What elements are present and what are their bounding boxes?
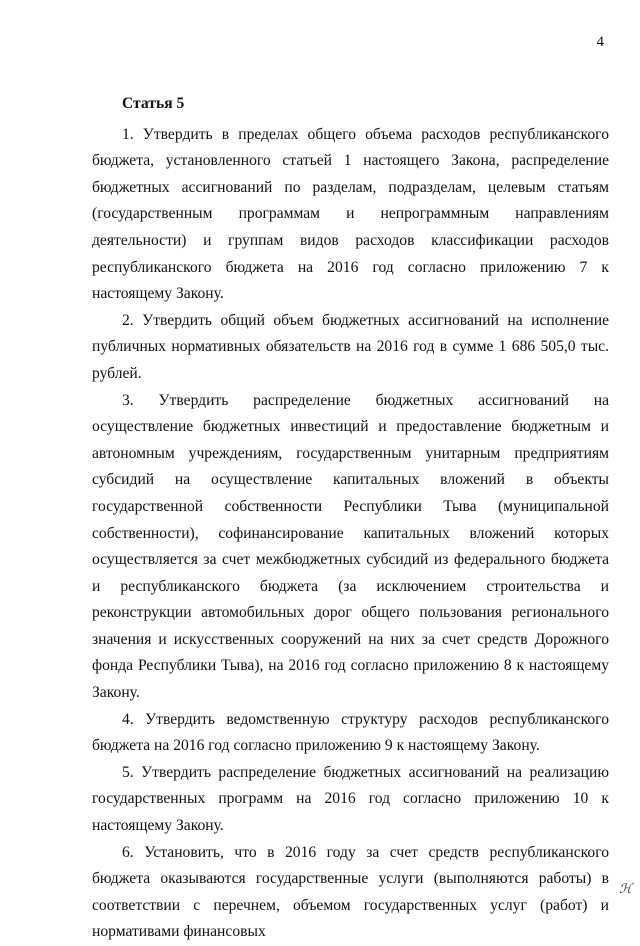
paragraph-2: 2. Утвердить общий объем бюджетных ассигнований на исполнение публичных нормативных обязательств на 2016 год в сумме 1 686 505,0 тыс. рублей.: [92, 311, 609, 382]
page-number: 4: [596, 34, 604, 50]
paragraph-1: 1. Утвердить в пределах общего объема расходов республиканского бюджета, установленного статьей 1 настоящего Закона, распределение бюджетных ассигнований по разделам, подразделам, целевым статьям (государственным программам и непрограммным направлениям деятельности) и группам видов расходов классификации расходов республиканского бюджета на 2016 год согласно приложению 7 к настоящему Закону.: [92, 125, 609, 303]
paragraph-4: 4. Утвердить ведомственную структуру расходов республиканского бюджета на 2016 год согласно приложению 9 к настоящему Закону.: [92, 710, 609, 755]
article-body: [92, 91, 609, 946]
article-heading: Статья 5: [122, 95, 185, 112]
paragraph-3: 3. Утвердить распределение бюджетных ассигнований на осуществление бюджетных инвестиций и предоставление бюджетным и автономным учреждениям, государственным унитарным предприятиям субсидий на осуществление капитальных вложений в объекты государственной собственности Республики Тыва (муниципальной собственности), софинансирование капитальных вложений которых осуществляется за счет межбюджетных субсидий из федерального бюджета и республиканского бюджета (за исключением строительства и реконструкции автомобильных дорог общего пользования регионального значения и искусственных сооружений на них за счет средств Дорожного фонда Республики Тыва), на 2016 год согласно приложению 8 к настоящему Закону.: [92, 391, 609, 702]
handwritten-mark: ℋ: [619, 881, 632, 896]
paragraph-6: 6. Установить, что в 2016 году за счет средств республиканского бюджета оказываются государственные услуги (выполняются работы) в соответствии с перечнем, объемом государственных услуг (работ) и нормативами финансовых: [92, 843, 609, 941]
paragraph-5: 5. Утвердить распределение бюджетных ассигнований на реализацию государственных программ на 2016 год согласно приложению 10 к настоящему Закону.: [92, 763, 609, 835]
